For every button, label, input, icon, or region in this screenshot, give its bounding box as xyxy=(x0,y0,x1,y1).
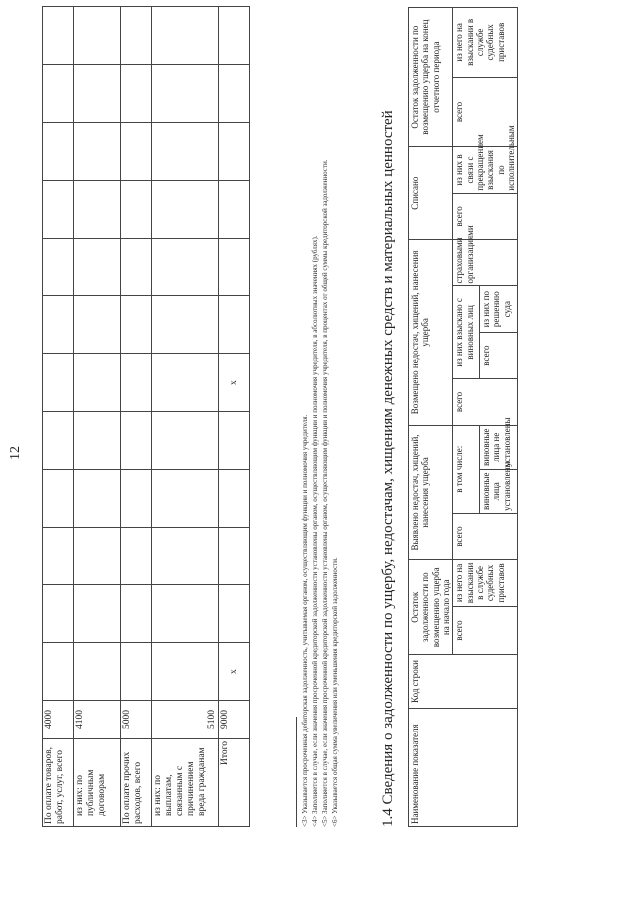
header-balance-end-bailiff: из него на взыскании в службе судебных приставов xyxy=(453,8,518,78)
damage-debt-table xyxy=(408,7,518,827)
section-title: 1.4 Сведения о задолженности по ущербу, недостачам, хищениям денежных средств и материальных ценностей xyxy=(380,110,396,827)
footnote: <3> Указывается просроченная дебиторская задолженность, учитываемая органом, осуществляющим функции и полномочия учредителя. xyxy=(301,414,309,827)
header-revealed-unknown: виновные лица не установлены xyxy=(480,425,518,469)
header-revealed: Выявлено недостач, хищений, нанесения ущерба xyxy=(409,425,453,560)
row-code: 4100 xyxy=(74,701,121,739)
header-balance-start: Остаток задолженности по возмещению ущерба на начало года xyxy=(409,560,453,655)
header-row-1 xyxy=(409,8,453,827)
header-revealed-known: виновные лица установлены xyxy=(480,469,518,513)
header-written-off: Списано xyxy=(409,147,453,240)
table-row xyxy=(121,7,152,827)
cell-x-mark: x xyxy=(219,354,250,412)
header-revealed-incl: в том числе: xyxy=(453,425,480,513)
header-revealed-total: всего xyxy=(453,513,518,559)
header-balance-end-total: всего xyxy=(453,77,518,147)
footnote: <4> Заполняется в случае, если значения просроченной кредиторской задолженности установлены органом, осуществляющим функции и полномочия учредителя, в абсолютных значениях (рублях). xyxy=(311,235,319,827)
table-row xyxy=(152,7,219,827)
header-reimbursed-court: из них по решению суда xyxy=(480,286,518,332)
header-reimbursed-guilty: из них взыскано с виновных лиц xyxy=(453,286,480,379)
receivables-table-continuation xyxy=(42,6,250,827)
row-label: Итого xyxy=(219,739,250,827)
footnote-divider xyxy=(296,717,297,827)
header-reimbursed-total: всего xyxy=(453,379,518,425)
table-row xyxy=(74,7,121,827)
header-reimbursed: Возмещено недостач, хищений, нанесения ущерба xyxy=(409,240,453,426)
table-row xyxy=(43,7,74,827)
header-written-off-total: всего xyxy=(453,193,518,239)
row-label: из них: по публичным договорам xyxy=(74,739,121,827)
page-number: 12 xyxy=(8,446,23,460)
header-balance-end: Остаток задолженности по возмещению ущерба на конец отчетного периода xyxy=(409,8,453,147)
header-code: Код строки xyxy=(409,655,518,708)
row-label: По оплате товаров, работ, услуг, всего xyxy=(43,739,74,827)
row-label: из них: по выплатам, связанным с причинением вреда гражданам xyxy=(152,739,219,827)
header-balance-start-total: всего xyxy=(453,606,518,655)
footnotes xyxy=(296,7,340,827)
header-reimbursed-insurance: страховыми организациями xyxy=(453,240,518,286)
header-reimbursed-guilty-total: всего xyxy=(480,332,518,378)
header-balance-start-bailiff: из него на взыскании в службе судебных приставов xyxy=(453,560,518,606)
row-code: 4000 xyxy=(43,701,74,739)
header-written-off-terminated: из них в связи с прекращением взыскания по исполнительным xyxy=(453,147,518,193)
row-code: 5000 xyxy=(121,701,152,739)
row-label: По оплате прочих расходов, всего xyxy=(121,739,152,827)
footnote: <5> Заполняется в случае, если значения просроченной кредиторской задолженности установлены органом, осуществляющим функции и полномочия учредителя, в процентах от общей суммы кредиторской задолженности. xyxy=(321,159,329,827)
footnote: <6> Указывается общая сумма увеличения или уменьшения кредиторской задолженности. xyxy=(331,557,339,827)
row-code: 5100 xyxy=(152,701,219,739)
cell-x-mark: x xyxy=(219,643,250,701)
table-row-total xyxy=(219,7,250,827)
header-name: Наименование показателя xyxy=(409,708,518,826)
row-code: 9000 xyxy=(219,701,250,739)
